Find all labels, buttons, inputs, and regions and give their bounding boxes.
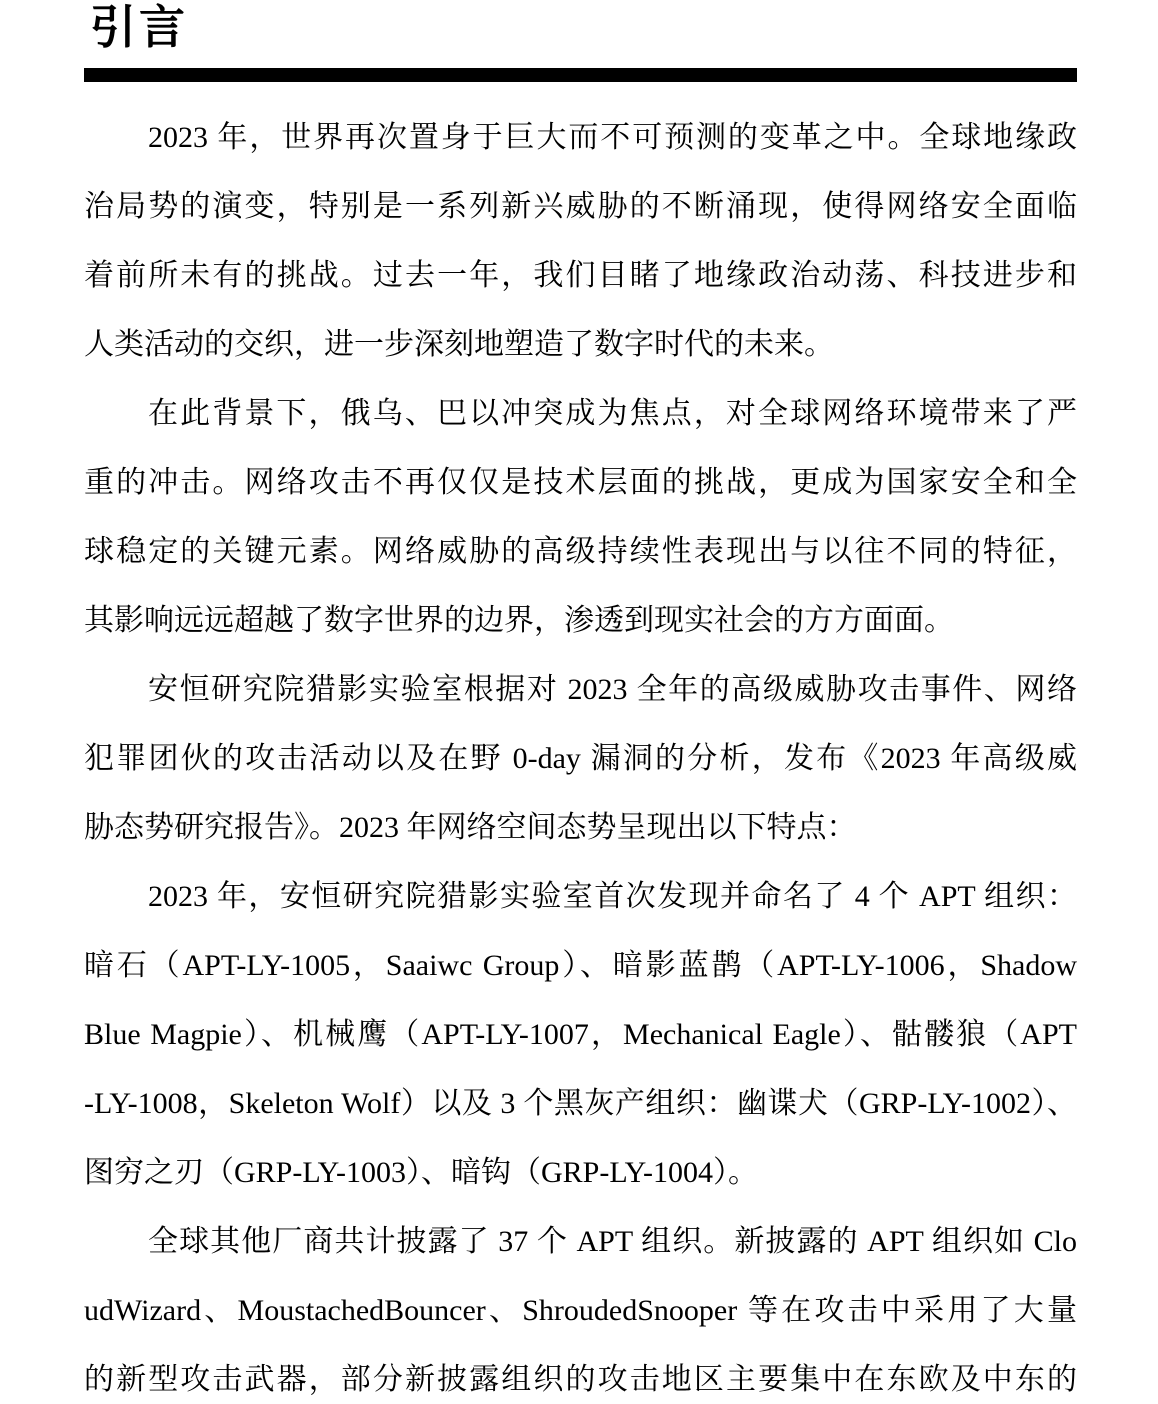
paragraph	[84, 379, 1077, 655]
text-line: 球稳定的关键元素。网络威胁的高级持续性表现出与以往不同的特征，	[84, 535, 1077, 568]
text-line: Blue Magpie）、机械鹰（APT-LY-1007，Mechanical Eagle）、骷髅狼（APT	[84, 1018, 1077, 1051]
page-title: 引言	[90, 1, 188, 53]
text-line: 犯罪团伙的攻击活动以及在野 0-day 漏洞的分析，发布《2023 年高级威	[84, 742, 1077, 775]
text-line: udWizard、MoustachedBouncer、ShroudedSnooper 等在攻击中采用了大量	[84, 1294, 1077, 1327]
title-divider-bar	[84, 68, 1077, 82]
text-line: 重的冲击。网络攻击不再仅仅是技术层面的挑战，更成为国家安全和全	[84, 466, 1077, 499]
text-line: 胁态势研究报告》。2023 年网络空间态势呈现出以下特点：	[84, 811, 857, 844]
text-line: 其影响远远超越了数字世界的边界，渗透到现实社会的方方面面。	[84, 604, 954, 637]
text-line: 人类活动的交织，进一步深刻地塑造了数字时代的未来。	[84, 328, 834, 361]
paragraph	[84, 655, 1077, 862]
text-line: 安恒研究院猎影实验室根据对 2023 全年的高级威胁攻击事件、网络	[148, 673, 1077, 706]
paragraph	[84, 1207, 1077, 1404]
text-line: 治局势的演变，特别是一系列新兴威胁的不断涌现，使得网络安全面临	[84, 190, 1077, 223]
text-line: 全球其他厂商共计披露了 37 个 APT 组织。新披露的 APT 组织如 Clo	[148, 1225, 1077, 1258]
text-line: 着前所未有的挑战。过去一年，我们目睹了地缘政治动荡、科技进步和	[84, 259, 1077, 292]
paragraph	[84, 862, 1077, 1207]
paragraph	[84, 103, 1077, 379]
text-line: 2023 年，安恒研究院猎影实验室首次发现并命名了 4 个 APT 组织：	[148, 880, 1077, 913]
text-line: -LY-1008，Skeleton Wolf）以及 3 个黑灰产组织：幽谍犬（GRP-LY-1002）、	[84, 1087, 1077, 1120]
text-line: 图穷之刃（GRP-LY-1003）、暗钩（GRP-LY-1004）。	[84, 1156, 759, 1189]
text-line: 暗石（APT-LY-1005，Saaiwc Group）、暗影蓝鹊（APT-LY-1006，Shadow	[84, 949, 1077, 982]
text-line: 在此背景下，俄乌、巴以冲突成为焦点，对全球网络环境带来了严	[148, 397, 1077, 430]
text-line: 2023 年，世界再次置身于巨大而不可预测的变革之中。全球地缘政	[148, 121, 1077, 154]
text-line: 的新型攻击武器，部分新披露组织的攻击地区主要集中在东欧及中东的	[84, 1363, 1077, 1396]
document-body	[84, 103, 1077, 1404]
